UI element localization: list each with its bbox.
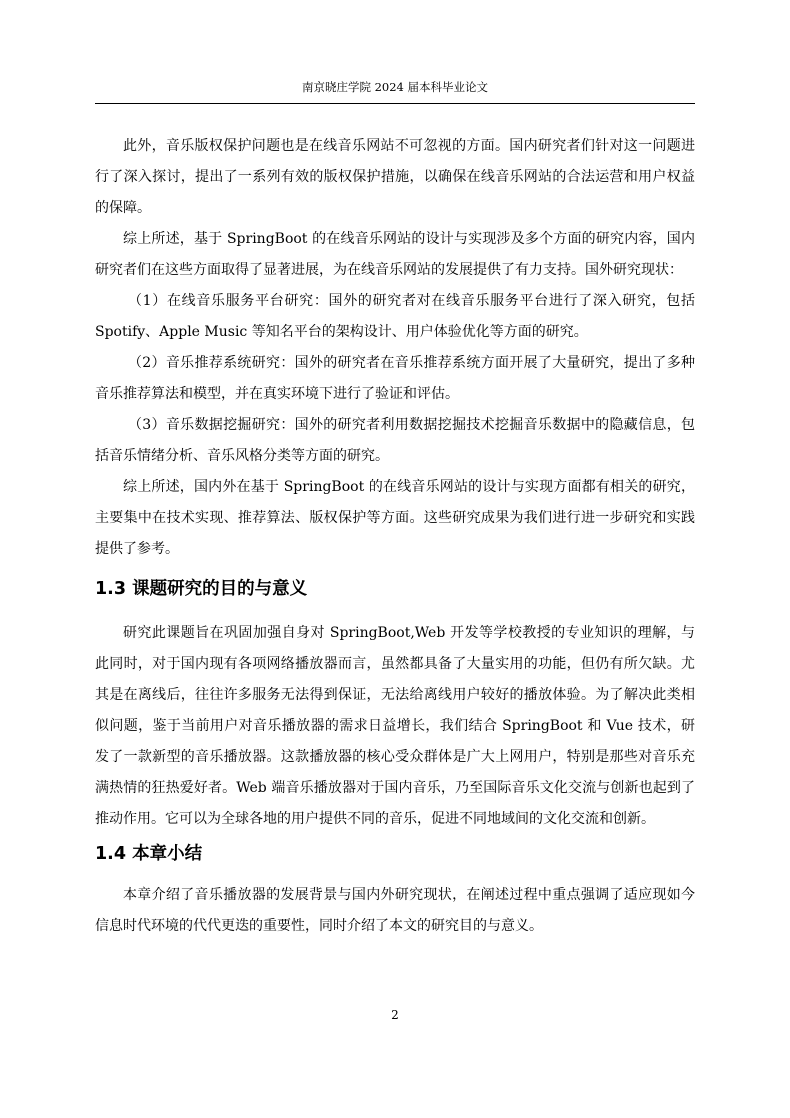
page-body [95,131,695,942]
paragraph-foreign-item-1: （1）在线音乐服务平台研究：国外的研究者对在线音乐服务平台进行了深入研究，包括 Spotify、Apple Music 等知名平台的架构设计、用户体验优化等方面的研究。 [95,293,695,340]
paragraph-foreign-item-2: （2）音乐推荐系统研究：国外的研究者在音乐推荐系统方面开展了大量研究，提出了多种音乐推荐算法和模型，并在真实环境下进行了验证和评估。 [95,355,695,402]
paragraph-purpose: 研究此课题旨在巩固加强自身对 SpringBoot,Web 开发等学校教授的专业知识的理解，与此同时，对于国内现有各项网络播放器而言，虽然都具备了大量实用的功能，但仍有所欠缺。尤其是在离线后，往往许多服务无法得到保证，无法给离线用户较好的播放体验。为了解决此类相似问题，鉴于当前用户对音乐播放器的需求日益增长，我们结合 SpringBoot 和 Vue 技术，研发了一款新型的音乐播放器。这款播放器的核心受众群体是广大上网用户，特别是那些对音乐充满热情的狂热爱好者。Web 端音乐播放器对于国内音乐，乃至国际音乐文化交流与创新也起到了推动作用。它可以为全球各地的用户提供不同的音乐，促进不同地域间的文化交流和创新。 [95,625,695,827]
paragraph-summary-domestic: 综上所述，基于 SpringBoot 的在线音乐网站的设计与实现涉及多个方面的研究内容，国内研究者们在这些方面取得了显著进展，为在线音乐网站的发展提供了有力支持。国外研究现状： [95,231,695,278]
section-heading-1-4: 1.4 本章小结 [95,844,203,864]
paragraph-copyright: 此外，音乐版权保护问题也是在线音乐网站不可忽视的方面。国内研究者们针对这一问题进行了深入探讨，提出了一系列有效的版权保护措施，以确保在线音乐网站的合法运营和用户权益的保障。 [95,138,695,216]
paragraph-summary-overall: 综上所述，国内外在基于 SpringBoot 的在线音乐网站的设计与实现方面都有相关的研究，主要集中在技术实现、推荐算法、版权保护等方面。这些研究成果为我们进行进一步研究和实践提供了参考。 [95,479,695,557]
section-heading-1-3: 1.3 课题研究的目的与意义 [95,579,308,599]
paragraph-foreign-item-3: （3）音乐数据挖掘研究：国外的研究者利用数据挖掘技术挖掘音乐数据中的隐藏信息，包括音乐情绪分析、音乐风格分类等方面的研究。 [95,417,695,464]
page-number: 2 [391,1008,399,1022]
paragraph-chapter-summary: 本章介绍了音乐播放器的发展背景与国内外研究现状，在阐述过程中重点强调了适应现如今信息时代环境的代代更迭的重要性，同时介绍了本文的研究目的与意义。 [95,887,695,934]
running-header: 南京晓庄学院 2024 届本科毕业论文 [301,80,489,94]
header-divider [95,103,695,104]
